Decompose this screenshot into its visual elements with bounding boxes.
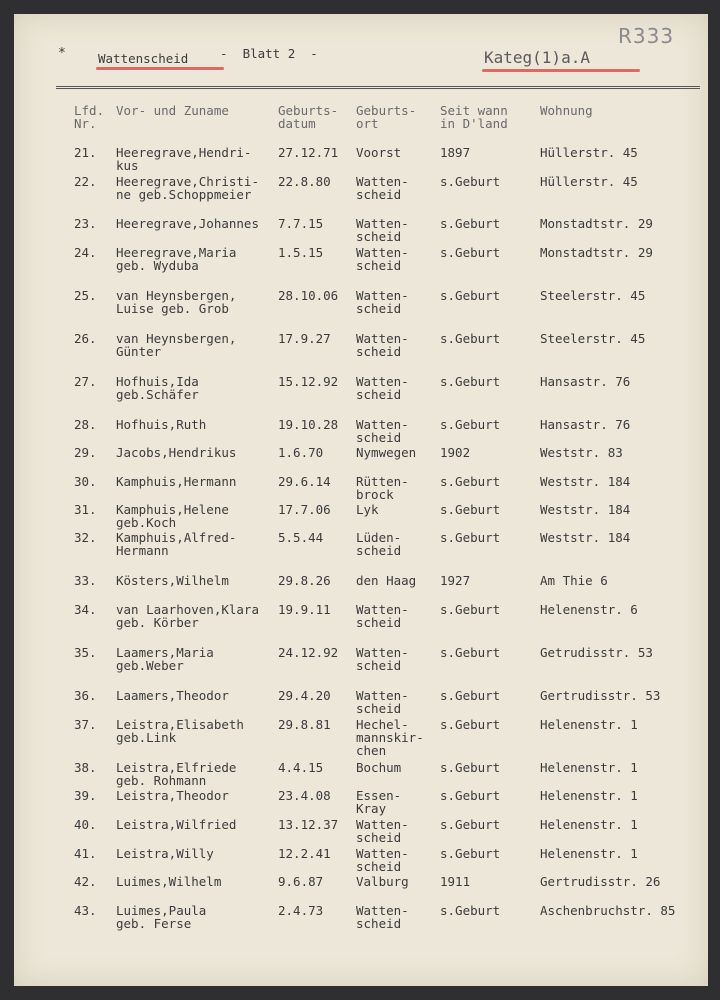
row-number: 41. bbox=[74, 846, 97, 861]
row-number: 22. bbox=[74, 174, 97, 189]
document-page bbox=[14, 14, 708, 986]
row-birthdate: 1.5.15 bbox=[278, 245, 324, 260]
row-address: Weststr. 184 bbox=[540, 530, 631, 545]
row-address: Gertrudisstr. 53 bbox=[540, 688, 661, 703]
row-since: 1902 bbox=[440, 445, 471, 460]
row-birthplace: Rütten- brock bbox=[356, 474, 409, 502]
row-name: Luimes,Wilhelm bbox=[116, 874, 222, 889]
row-birthplace: Watten- scheid bbox=[356, 817, 409, 845]
row-birthdate: 29.8.81 bbox=[278, 717, 331, 732]
row-since: s.Geburt bbox=[440, 502, 501, 517]
row-birthplace: Bochum bbox=[356, 760, 402, 775]
row-number: 21. bbox=[74, 145, 97, 160]
row-number: 23. bbox=[74, 216, 97, 231]
row-number: 38. bbox=[74, 760, 97, 775]
row-birthplace: den Haag bbox=[356, 573, 417, 588]
row-name: Kösters,Wilhelm bbox=[116, 573, 229, 588]
row-since: s.Geburt bbox=[440, 645, 501, 660]
row-birthplace: Watten- scheid bbox=[356, 374, 409, 402]
row-birthdate: 29.8.26 bbox=[278, 573, 331, 588]
row-name: Hofhuis,Ida geb.Schäfer bbox=[116, 374, 199, 402]
row-birthdate: 4.4.15 bbox=[278, 760, 324, 775]
row-number: 28. bbox=[74, 417, 97, 432]
row-birthdate: 28.10.06 bbox=[278, 288, 339, 303]
row-name: Heeregrave,Hendri- kus bbox=[116, 145, 252, 173]
row-address: Hüllerstr. 45 bbox=[540, 145, 638, 160]
row-address: Weststr. 184 bbox=[540, 474, 631, 489]
red-underline-category bbox=[482, 69, 640, 72]
row-since: s.Geburt bbox=[440, 530, 501, 545]
row-number: 42. bbox=[74, 874, 97, 889]
row-address: Aschenbruchstr. 85 bbox=[540, 903, 676, 918]
row-birthdate: 12.2.41 bbox=[278, 846, 331, 861]
row-address: Steelerstr. 45 bbox=[540, 331, 646, 346]
row-birthdate: 29.6.14 bbox=[278, 474, 331, 489]
row-birthdate: 24.12.92 bbox=[278, 645, 339, 660]
row-name: Leistra,Elfriede geb. Rohmann bbox=[116, 760, 237, 788]
row-birthdate: 29.4.20 bbox=[278, 688, 331, 703]
row-birthdate: 9.6.87 bbox=[278, 874, 324, 889]
row-birthdate: 1.6.70 bbox=[278, 445, 324, 460]
column-header: Geburts- ort bbox=[356, 103, 417, 131]
row-name: Leistra,Elisabeth geb.Link bbox=[116, 717, 244, 745]
row-since: s.Geburt bbox=[440, 846, 501, 861]
row-birthdate: 22.8.80 bbox=[278, 174, 331, 189]
header-rule bbox=[56, 86, 700, 87]
row-address: Am Thie 6 bbox=[540, 573, 608, 588]
row-birthdate: 19.9.11 bbox=[278, 602, 331, 617]
row-birthplace: Watten- scheid bbox=[356, 245, 409, 273]
row-name: Laamers,Theodor bbox=[116, 688, 229, 703]
row-name: Leistra,Wilfried bbox=[116, 817, 237, 832]
row-number: 35. bbox=[74, 645, 97, 660]
row-birthplace: Watten- scheid bbox=[356, 903, 409, 931]
row-since: s.Geburt bbox=[440, 474, 501, 489]
row-address: Monstadtstr. 29 bbox=[540, 216, 653, 231]
corner-mark: * bbox=[58, 46, 66, 61]
row-number: 29. bbox=[74, 445, 97, 460]
row-birthplace: Watten- scheid bbox=[356, 331, 409, 359]
row-name: Jacobs,Hendrikus bbox=[116, 445, 237, 460]
row-birthdate: 5.5.44 bbox=[278, 530, 324, 545]
row-number: 37. bbox=[74, 717, 97, 732]
row-name: Kamphuis,Alfred- Hermann bbox=[116, 530, 237, 558]
sheet-number: - Blatt 2 - bbox=[220, 46, 318, 61]
row-birthplace: Hechel- mannskir- chen bbox=[356, 717, 424, 758]
row-address: Helenenstr. 1 bbox=[540, 717, 638, 732]
row-birthplace: Watten- scheid bbox=[356, 216, 409, 244]
row-name: Heeregrave,Johannes bbox=[116, 216, 259, 231]
row-birthplace: Watten- scheid bbox=[356, 288, 409, 316]
row-name: van Heynsbergen, Luise geb. Grob bbox=[116, 288, 237, 316]
row-birthplace: Essen- Kray bbox=[356, 788, 402, 816]
row-birthdate: 19.10.28 bbox=[278, 417, 339, 432]
column-header: Lfd. Nr. bbox=[74, 103, 105, 131]
row-birthdate: 2.4.73 bbox=[278, 903, 324, 918]
column-header: Wohnung bbox=[540, 103, 593, 118]
row-address: Helenenstr. 1 bbox=[540, 788, 638, 803]
row-name: Luimes,Paula geb. Ferse bbox=[116, 903, 207, 931]
row-address: Hüllerstr. 45 bbox=[540, 174, 638, 189]
row-name: Heeregrave,Christi- ne geb.Schoppmeier bbox=[116, 174, 259, 202]
row-number: 32. bbox=[74, 530, 97, 545]
row-number: 24. bbox=[74, 245, 97, 260]
row-number: 33. bbox=[74, 573, 97, 588]
row-since: s.Geburt bbox=[440, 817, 501, 832]
row-number: 40. bbox=[74, 817, 97, 832]
row-number: 31. bbox=[74, 502, 97, 517]
category-mark: Kateg(1)a.A bbox=[484, 48, 590, 67]
row-number: 39. bbox=[74, 788, 97, 803]
row-birthplace: Watten- scheid bbox=[356, 174, 409, 202]
row-birthdate: 13.12.37 bbox=[278, 817, 339, 832]
row-since: s.Geburt bbox=[440, 903, 501, 918]
row-since: s.Geburt bbox=[440, 417, 501, 432]
row-birthplace: Lüden- scheid bbox=[356, 530, 402, 558]
row-since: s.Geburt bbox=[440, 760, 501, 775]
row-address: Monstadtstr. 29 bbox=[540, 245, 653, 260]
row-birthplace: Watten- scheid bbox=[356, 846, 409, 874]
row-address: Steelerstr. 45 bbox=[540, 288, 646, 303]
row-name: Kamphuis,Helene geb.Koch bbox=[116, 502, 229, 530]
row-number: 27. bbox=[74, 374, 97, 389]
row-address: Weststr. 83 bbox=[540, 445, 623, 460]
column-header: Vor- und Zuname bbox=[116, 103, 229, 118]
row-since: s.Geburt bbox=[440, 245, 501, 260]
row-birthdate: 23.4.08 bbox=[278, 788, 331, 803]
row-name: Heeregrave,Maria geb. Wyduba bbox=[116, 245, 237, 273]
row-since: 1911 bbox=[440, 874, 471, 889]
row-name: Hofhuis,Ruth bbox=[116, 417, 207, 432]
row-since: s.Geburt bbox=[440, 717, 501, 732]
row-since: 1897 bbox=[440, 145, 471, 160]
row-birthplace: Nymwegen bbox=[356, 445, 417, 460]
row-birthplace: Watten- scheid bbox=[356, 602, 409, 630]
header-rule-double bbox=[56, 88, 700, 89]
row-number: 43. bbox=[74, 903, 97, 918]
column-header: Geburts- datum bbox=[278, 103, 339, 131]
row-number: 26. bbox=[74, 331, 97, 346]
row-since: s.Geburt bbox=[440, 374, 501, 389]
row-name: van Heynsbergen, Günter bbox=[116, 331, 237, 359]
row-birthplace: Watten- scheid bbox=[356, 417, 409, 445]
row-birthplace: Lyk bbox=[356, 502, 379, 517]
row-address: Helenenstr. 1 bbox=[540, 846, 638, 861]
row-since: s.Geburt bbox=[440, 688, 501, 703]
row-address: Helenenstr. 6 bbox=[540, 602, 638, 617]
archive-mark: R333 bbox=[618, 24, 675, 48]
row-address: Weststr. 184 bbox=[540, 502, 631, 517]
row-address: Hansastr. 76 bbox=[540, 374, 631, 389]
row-address: Helenenstr. 1 bbox=[540, 760, 638, 775]
row-name: Leistra,Willy bbox=[116, 846, 214, 861]
row-since: s.Geburt bbox=[440, 288, 501, 303]
row-address: Hansastr. 76 bbox=[540, 417, 631, 432]
row-name: Laamers,Maria geb.Weber bbox=[116, 645, 214, 673]
row-birthdate: 15.12.92 bbox=[278, 374, 339, 389]
row-name: Kamphuis,Hermann bbox=[116, 474, 237, 489]
row-name: Leistra,Theodor bbox=[116, 788, 229, 803]
red-underline-city bbox=[96, 67, 224, 70]
row-since: s.Geburt bbox=[440, 174, 501, 189]
column-header: Seit wann in D'land bbox=[440, 103, 508, 131]
row-since: 1927 bbox=[440, 573, 471, 588]
row-number: 25. bbox=[74, 288, 97, 303]
row-number: 36. bbox=[74, 688, 97, 703]
row-number: 34. bbox=[74, 602, 97, 617]
row-birthplace: Watten- scheid bbox=[356, 688, 409, 716]
row-birthdate: 27.12.71 bbox=[278, 145, 339, 160]
row-birthplace: Watten- scheid bbox=[356, 645, 409, 673]
row-since: s.Geburt bbox=[440, 788, 501, 803]
row-address: Getrudisstr. 53 bbox=[540, 645, 653, 660]
row-birthplace: Voorst bbox=[356, 145, 402, 160]
city-title: Wattenscheid bbox=[98, 51, 189, 66]
row-since: s.Geburt bbox=[440, 602, 501, 617]
row-name: van Laarhoven,Klara geb. Körber bbox=[116, 602, 259, 630]
row-address: Helenenstr. 1 bbox=[540, 817, 638, 832]
row-address: Gertrudisstr. 26 bbox=[540, 874, 661, 889]
row-number: 30. bbox=[74, 474, 97, 489]
row-since: s.Geburt bbox=[440, 216, 501, 231]
row-birthdate: 7.7.15 bbox=[278, 216, 324, 231]
row-since: s.Geburt bbox=[440, 331, 501, 346]
row-birthdate: 17.7.06 bbox=[278, 502, 331, 517]
row-birthplace: Valburg bbox=[356, 874, 409, 889]
row-birthdate: 17.9.27 bbox=[278, 331, 331, 346]
